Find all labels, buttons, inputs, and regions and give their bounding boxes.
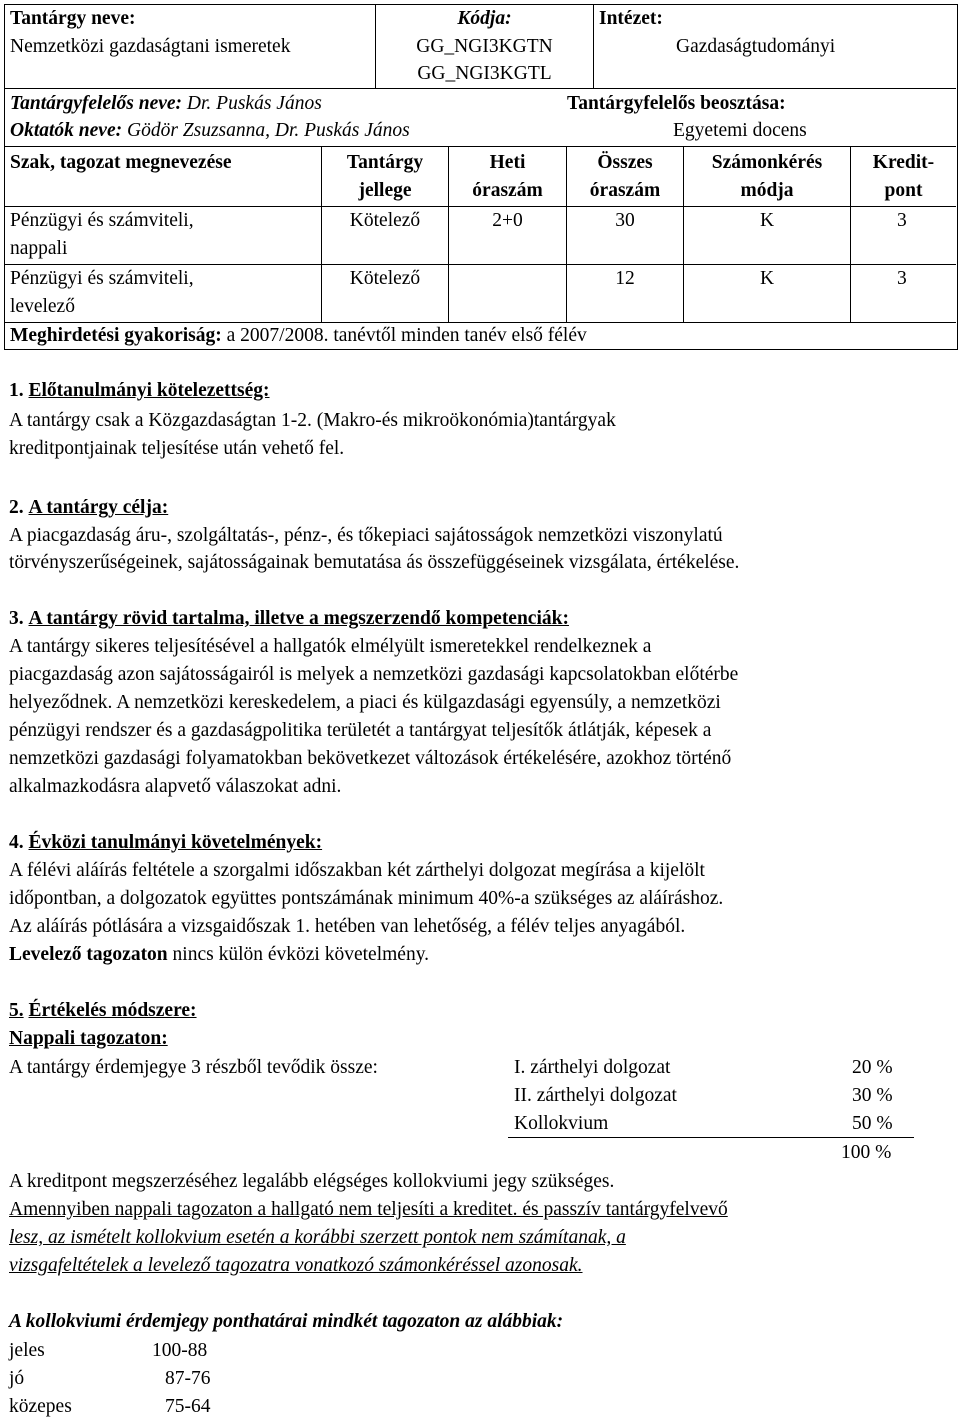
s3-line-3: helyeződnek. A nemzetközi kereskedelem, a piaci és külgazdasági egyensúly, a nemzetközi <box>9 692 721 713</box>
col-exam-header-2: módja <box>740 180 794 201</box>
s4-line-1: A félévi aláírás feltétele a szorgalmi időszakban két zárthelyi dolgozat megírása a kijelölt <box>9 860 705 881</box>
position-value: Egyetemi docens <box>673 120 807 141</box>
col-total-header-2: óraszám <box>589 180 661 201</box>
assessment-item-2: II. zárthelyi dolgozat <box>514 1085 677 1106</box>
institute-label: Intézet: <box>599 8 663 29</box>
section-3-heading <box>9 605 569 633</box>
s5-subtitle: Nappali tagozaton: <box>9 1028 168 1049</box>
row2-exam: K <box>759 268 775 289</box>
col-type-header-2: jellege <box>358 180 412 201</box>
responsible-label: Tantárgyfelelős neve: <box>10 93 183 114</box>
section-title: Előtanulmányi kötelezettség: <box>28 380 270 401</box>
s2-line-1: A piacgazdaság áru-, szolgáltatás-, pénz-, és tőkepiaci sajátosságok nemzetközi viszonylatú <box>9 525 723 546</box>
section-number: 4. <box>9 832 24 853</box>
col-credit-header-2: pont <box>884 180 923 201</box>
section-title: A tantárgy célja: <box>28 497 169 518</box>
s4-line-2: időpontban, a dolgozatok együttes pontszámának minimum 40%-a szükséges az aláíráshoz. <box>9 888 724 909</box>
row1-weekly: 2+0 <box>492 210 523 231</box>
section-number: 1. <box>9 380 24 401</box>
total-underline <box>508 1137 914 1138</box>
frequency-value: a 2007/2008. tanévtől minden tanév első félév <box>226 325 587 346</box>
teachers-names: Gödör Zsuzsanna, Dr. Puskás János <box>126 120 410 141</box>
s3-line-6: alkalmazkodásra alapvető válaszokat adni. <box>9 776 342 797</box>
section-title: Értékelés módszere: <box>28 1000 197 1021</box>
responsible-line <box>10 90 322 118</box>
teachers-label: Oktatók neve: <box>10 120 123 141</box>
grades-title: A kollokviumi érdemjegy ponthatárai mindkét tagozaton az alábbiak: <box>9 1311 564 1332</box>
s3-line-5: nemzetközi gazdasági folyamatokban bekövetkezet változások értékelésére, azokhoz történő <box>9 748 732 769</box>
section-number: 3. <box>9 608 24 629</box>
code-label: Kódja: <box>457 8 512 29</box>
correspondence-label: Levelező tagozaton <box>9 944 168 965</box>
s2-line-2: törvényszerűségeinek, sajátosságainak bemutatása ás összefüggéseinek vizsgálata, értékelése. <box>9 552 740 573</box>
divider <box>4 88 956 89</box>
credit-note: A kreditpont megszerzéséhez legalább elégséges kollokviumi jegy szükséges. <box>9 1171 615 1192</box>
institute-name: Gazdaságtudományi <box>676 36 836 57</box>
s4-line-4 <box>9 941 429 969</box>
row1-exam: K <box>759 210 775 231</box>
row2-credit: 3 <box>897 268 907 289</box>
grade-range-1: 100-88 <box>152 1340 208 1361</box>
assessment-item-1: I. zárthelyi dolgozat <box>514 1057 671 1078</box>
divider <box>4 146 956 147</box>
row1-total: 30 <box>615 210 635 231</box>
grade-name-1: jeles <box>9 1340 45 1361</box>
s4-line-4-rest: nincs külön évközi követelmény. <box>167 944 430 965</box>
section-number: 2. <box>9 497 24 518</box>
col-weekly-header-2: óraszám <box>472 180 543 201</box>
row1-major-2: nappali <box>10 238 68 259</box>
frequency-line <box>10 322 587 350</box>
s1-line-1: A tantárgy csak a Közgazdaságtan 1-2. (Makro-és mikroökonómia)tantárgyak <box>9 410 616 431</box>
section-title: Évközi tanulmányi követelmények: <box>28 832 323 853</box>
row1-major-1: Pénzügyi és számviteli, <box>10 210 194 231</box>
responsible-name: Dr. Puskás János <box>186 93 322 114</box>
row2-major-2: levelező <box>10 296 75 317</box>
row2-major-1: Pénzügyi és számviteli, <box>10 268 194 289</box>
assessment-pct-1: 20 % <box>852 1057 893 1078</box>
s4-line-3: Az aláírás pótlására a vizsgaidőszak 1. hetében van lehetőség, a félév teljes anyagából. <box>9 916 686 937</box>
passive-note-line-3: vizsgafeltételek a levelező tagozatra vonatkozó számonkéréssel azonosak. <box>9 1255 583 1276</box>
subject-name-label: Tantárgy neve: <box>10 8 136 29</box>
assessment-pct-2: 30 % <box>852 1085 893 1106</box>
course-code-2: GG_NGI3KGTL <box>417 63 552 84</box>
teachers-line <box>10 117 410 145</box>
section-5-heading <box>9 997 197 1025</box>
col-weekly-header-1: Heti <box>489 152 526 173</box>
section-4-heading <box>9 829 322 857</box>
row2-total: 12 <box>615 268 635 289</box>
grade-name-2: jó <box>9 1368 25 1389</box>
col-major-header: Szak, tagozat megnevezése <box>10 152 232 173</box>
assessment-item-3: Kollokvium <box>514 1113 609 1134</box>
section-2-heading <box>9 494 168 522</box>
col-credit-header-1: Kredit- <box>872 152 935 173</box>
row2-type: Kötelező <box>349 268 421 289</box>
section-number: 5. <box>9 1000 24 1021</box>
s1-line-2: kreditpontjainak teljesítése után vehető fel. <box>9 438 345 459</box>
grade-range-3: 75-64 <box>165 1396 211 1417</box>
passive-note-line-2: lesz, az ismételt kollokvium esetén a korábbi szerzett pontok nem számítanak, a <box>9 1227 626 1248</box>
course-code-1: GG_NGI3KGTN <box>416 36 553 57</box>
position-label: Tantárgyfelelős beosztása: <box>567 93 786 114</box>
subject-name: Nemzetközi gazdaságtani ismeretek <box>10 36 291 57</box>
assessment-total: 100 % <box>841 1142 892 1163</box>
divider <box>593 4 594 88</box>
assessment-pct-3: 50 % <box>852 1113 893 1134</box>
s5-intro: A tantárgy érdemjegye 3 részből tevődik össze: <box>9 1057 378 1078</box>
passive-note-line-1 <box>9 1196 728 1224</box>
s3-line-1: A tantárgy sikeres teljesítésével a hallgatók elmélyült ismeretekkel rendelkeznek a <box>9 636 652 657</box>
grade-range-2: 87-76 <box>165 1368 211 1389</box>
grade-name-3: közepes <box>9 1396 72 1417</box>
row1-type: Kötelező <box>349 210 421 231</box>
section-1-heading <box>9 377 270 405</box>
frequency-label: Meghirdetési gyakoriság: <box>10 325 222 346</box>
passive-note-text: Amennyiben nappali tagozaton a hallgató nem teljesíti a kreditet. és passzív tantárgyfelvevő <box>9 1199 728 1220</box>
col-total-header-1: Összes <box>597 152 653 173</box>
col-type-header-1: Tantárgy <box>346 152 424 173</box>
row1-credit: 3 <box>897 210 907 231</box>
section-title: A tantárgy rövid tartalma, illetve a megszerzendő kompetenciák: <box>28 608 569 629</box>
col-exam-header-1: Számonkérés <box>711 152 823 173</box>
s3-line-4: pénzügyi rendszer és a gazdaságpolitika területét a tantárgyat teljesítők átlátják, képesek a <box>9 720 712 741</box>
s3-line-2: piacgazdaság azon sajátosságairól is melyek a nemzetközi gazdasági kapcsolatokban előtérbe <box>9 664 739 685</box>
